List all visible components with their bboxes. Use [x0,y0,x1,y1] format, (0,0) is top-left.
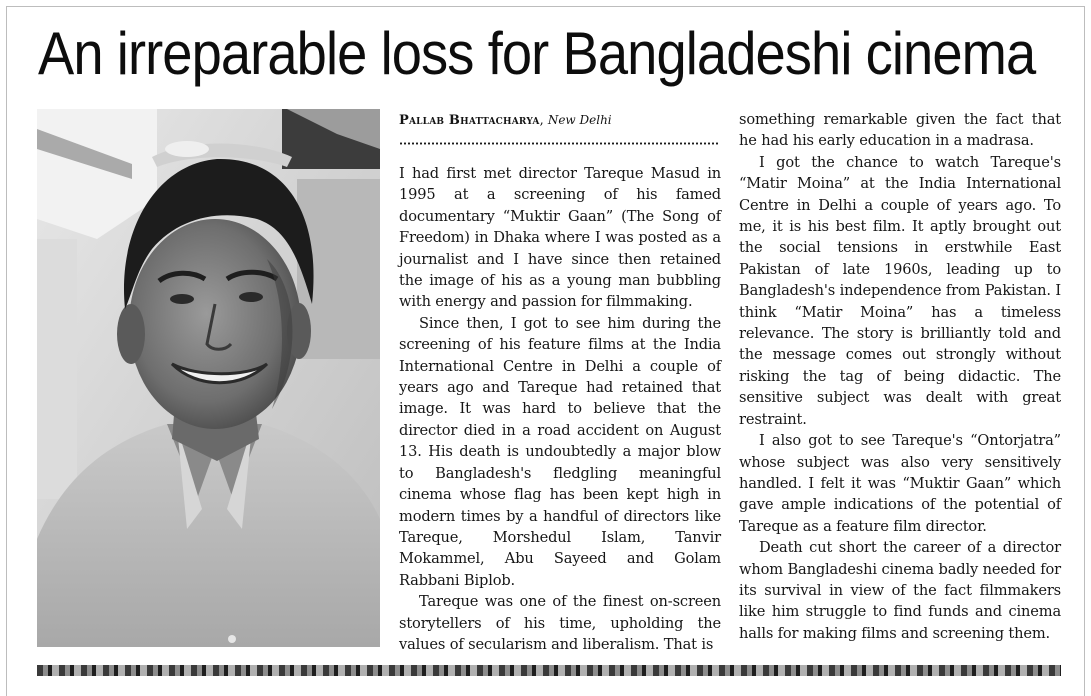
paragraph: I also got to see Tareque's “Ontorjatra” whose subject was also very sensitively handled. I felt it was “Muktir Gaan” which gave ample indications of the potential of Tareque as a feature film director. [739,432,1061,535]
article-column-2 [739,109,1061,644]
paragraph: I got the chance to watch Tareque's “Matir Moina” at the India International Centre in Delhi a couple of years ago. To me, it is his best film. It aptly brought out the social tensions in erstwhile East Pakistan of late 1960s, leading up to Bangladesh's independence from Pakistan. I think “Matir Moina” has a timeless relevance. The story is brilliantly told and the message comes out strongly without risking the tag of being didactic. The sensitive subject was dealt with great restraint. [739,153,1062,428]
next-photo-strip [37,665,1061,676]
byline [399,112,719,129]
byline-separator: , [539,113,548,128]
paragraph: Tareque was one of the finest on-screen storytellers of his time, upholding the values of secularism and liberalism. That is [399,593,721,653]
paragraph: something remarkable given the fact that he had his early education in a madrasa. [739,111,1061,150]
paragraph: Death cut short the career of a director whom Bangladeshi cinema badly needed for its survival in view of the fact filmmakers like him struggle to find funds and cinema halls for making films and screening them. [739,539,1061,642]
paragraph: Since then, I got to see him during the screening of his feature films at the India International Centre in Delhi a couple of years ago and Tareque had retained that image. It was hard to believe that the director died in a road accident on August 13. His death is undoubtedly a major blow to Bangladesh's fledgling meaningful cinema whose flag has been kept high in modern times by a handful of directors like Tareque, Morshedul Islam, Tanvir Mokammel, Abu Sayeed and Golam Rabbani Biplob. [399,314,721,589]
paragraph: I had first met director Tareque Masud in 1995 at a screening of his famed documentary “Muktir Gaan” (The Song of Freedom) in Dhaka where I was posted as a journalist and I have since then retained the image of his as a young man bubbling with energy and passion for filmmaking. [399,165,721,311]
dateline-location: New Delhi [547,113,612,127]
dotted-divider [399,142,719,145]
article-headline: An irreparable loss for Bangladeshi cinema [38,20,1036,87]
article-column-1 [399,163,721,655]
author-name: Pallab Bhattacharya [399,113,540,128]
director-portrait-photo [37,109,380,647]
